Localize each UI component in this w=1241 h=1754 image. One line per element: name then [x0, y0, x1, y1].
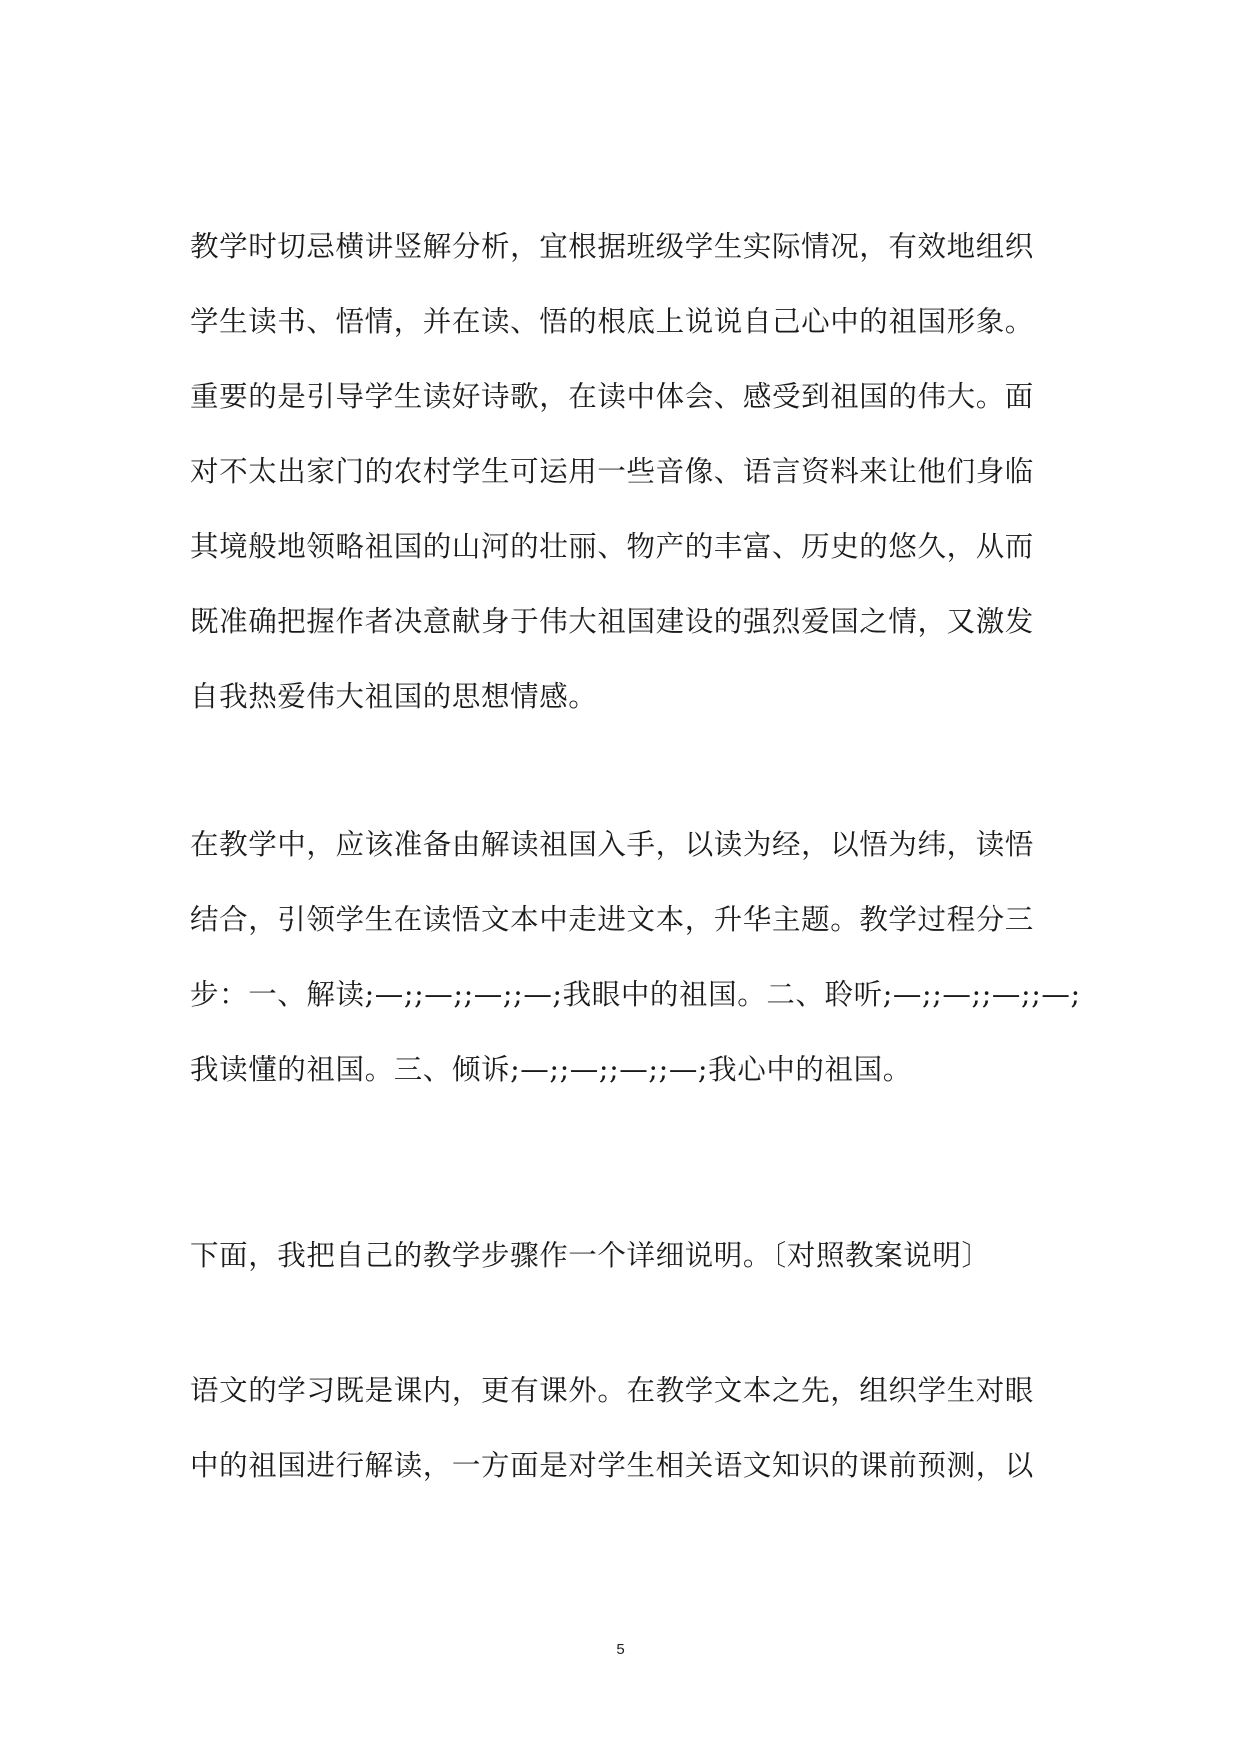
text-line: 自我热爱伟大祖国的思想情感。 [190, 680, 598, 713]
text-line: 步：一、解读;—;;—;;—;;—;我眼中的祖国。二、聆听;—;;—;;—;;—; [190, 978, 1081, 1011]
text-line: 既准确把握作者决意献身于伟大祖国建设的强烈爱国之情，又激发 [190, 605, 1034, 638]
text-line: 对不太出家门的农村学生可运用一些音像、语言资料来让他们身临 [190, 455, 1034, 488]
text-line: 结合，引领学生在读悟文本中走进文本，升华主题。教学过程分三 [190, 903, 1034, 936]
paragraph-teaching-steps [190, 807, 1081, 1107]
text-line: 教学时切忌横讲竖解分析，宜根据班级学生实际情况，有效地组织 [190, 230, 1034, 263]
text-line: 我读懂的祖国。三、倾诉;—;;—;;—;;—;我心中的祖国。 [190, 1053, 912, 1086]
text-line: 学生读书、悟情，并在读、悟的根底上说说自己心中的祖国形象。 [190, 305, 1034, 338]
paragraph-extracurricular [190, 1353, 1060, 1503]
text-line: 其境般地领略祖国的山河的壮丽、物产的丰富、历史的悠久，从而 [190, 530, 1034, 563]
page-number: 5 [616, 1641, 625, 1658]
text-line: 语文的学习既是课内，更有课外。在教学文本之先，组织学生对眼 [190, 1374, 1034, 1407]
paragraph-teaching-method [190, 209, 1060, 734]
text-line: 中的祖国进行解读，一方面是对学生相关语文知识的课前预测，以 [190, 1449, 1034, 1482]
text-line: 在教学中，应该准备由解读祖国入手，以读为经，以悟为纬，读悟 [190, 828, 1034, 861]
paragraph-detailed-explanation [190, 1218, 1060, 1293]
text-line: 下面，我把自己的教学步骤作一个详细说明。〔对照教案说明〕 [190, 1239, 991, 1272]
text-line: 重要的是引导学生读好诗歌，在读中体会、感受到祖国的伟大。面 [190, 380, 1034, 413]
